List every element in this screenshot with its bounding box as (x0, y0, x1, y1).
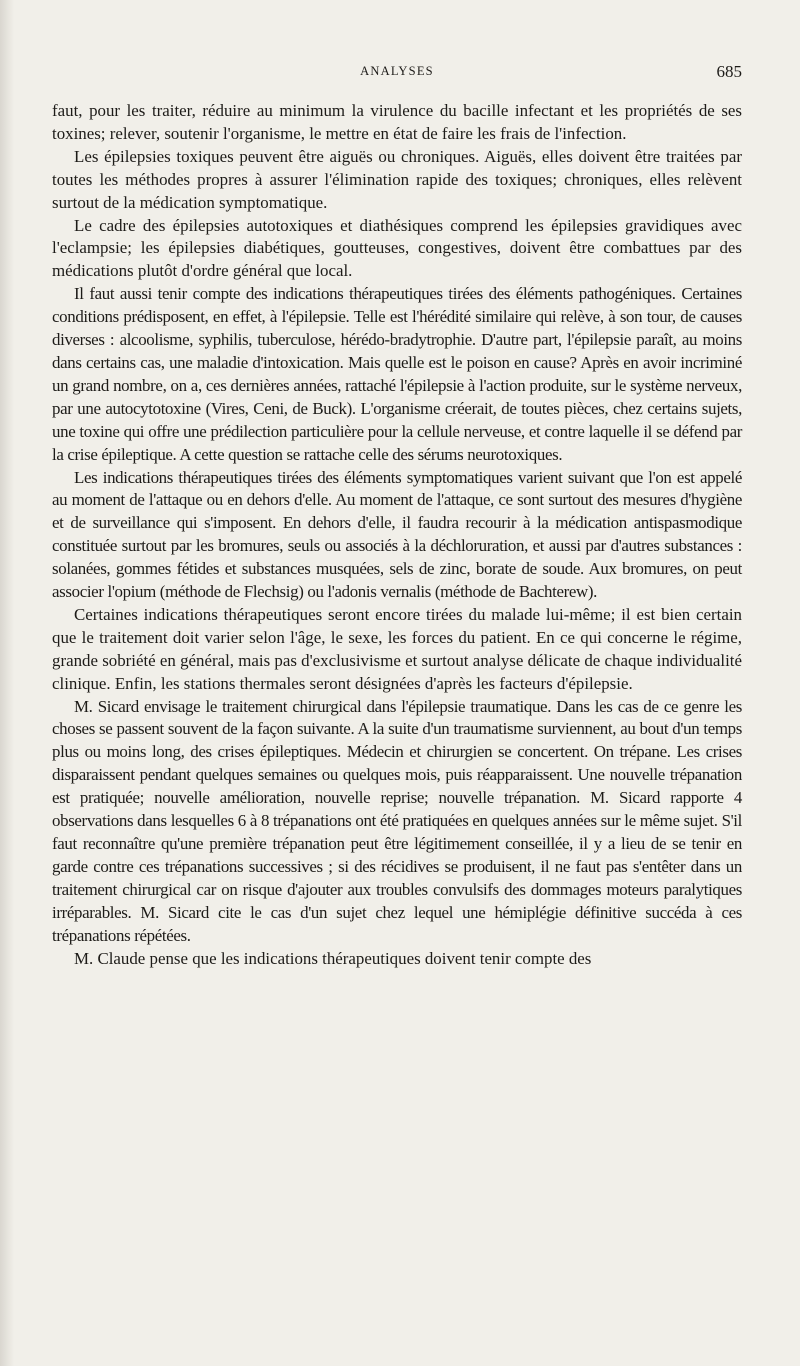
paragraph-5: Les indications thérapeutiques tirées des éléments symptomatiques varient suivant que l'on est appelé au moment de l'attaque ou en dehors d'elle. Au moment de l'attaque, ce sont surtout des mesures d'hygiène et de surveillance qui s'imposent. En dehors d'elle, il faudra recourir à la médication antispasmodique constituée surtout par les bromures, seuls ou associés à la déchloruration, et aussi par d'autres substances : solanées, gommes fétides et substances musquées, sels de zinc, borate de soude. Aux bromures, on peut associer l'opium (méthode de Flechsig) ou l'adonis vernalis (méthode de Bachterew). (52, 467, 742, 602)
page-header (52, 64, 742, 86)
paragraph-4: Il faut aussi tenir compte des indications thérapeutiques tirées des éléments pathogéniques. Certaines conditions prédisposent, en effet, à l'épilepsie. Telle est l'hérédité similaire qui relève, à son tour, de causes diverses : alcoolisme, syphilis, tuberculose, hérédo-bradytrophie. D'autre part, l'épilepsie paraît, au moins dans certains cas, une maladie d'intoxication. Mais quelle est le poison en cause? Après en avoir incriminé un grand nombre, on a, ces dernières années, rattaché l'épilepsie à l'action produite, sur le système nerveux, par une autocytotoxine (Vires, Ceni, de Buck). L'organisme créerait, de toutes pièces, chez certains sujets, une toxine qui offre une prédilection particulière pour la cellule nerveuse, et contre laquelle il se défend par la crise épileptique. A cette question se rattache celle des sérums neurotoxiques. (52, 284, 742, 464)
paragraph-2: Les épilepsies toxiques peuvent être aiguës ou chroniques. Aiguës, elles doivent être traitées par toutes les méthodes propres à assurer l'élimination rapide des toxiques; chroniques, elles relèvent surtout de la médication symptomatique. (52, 146, 742, 212)
paragraph-6: Certaines indications thérapeutiques seront encore tirées du malade lui-même; il est bien certain que le traitement doit varier selon l'âge, le sexe, les forces du patient. En ce qui concerne le régime, grande sobriété en général, mais pas d'exclusivisme et surtout analyse délicate de chaque individualité clinique. Enfin, les stations thermales seront désignées d'après les facteurs d'épilepsie. (52, 604, 742, 693)
paragraph-3: Le cadre des épilepsies autotoxiques et diathésiques comprend les épilepsies gravidiques avec l'eclampsie; les épilepsies diabétiques, goutteuses, congestives, doivent être combattues par des médications plutôt d'ordre général que local. (52, 215, 742, 281)
paragraph-1: faut, pour les traiter, réduire au minimum la virulence du bacille infectant et les propriétés de ses toxines; relever, soutenir l'organisme, le mettre en état de faire les frais de l'infection. (52, 101, 742, 143)
paragraph-7: M. Sicard envisage le traitement chirurgical dans l'épilepsie traumatique. Dans les cas de ce genre les choses se passent souvent de la façon suivante. A la suite d'un traumatisme surviennent, au bout d'un temps plus ou moins long, des crises épileptiques. Médecin et chirurgien se concertent. On trépane. Les crises disparaissent pendant quelques semaines ou quelques mois, puis réapparaissent. Une nouvelle trépanation est pratiquée; nouvelle amélioration, nouvelle reprise; nouvelle trépanation. M. Sicard rapporte 4 observations dans lesquelles 6 à 8 trépanations ont été pratiquées en quelques années sur le même sujet. S'il faut reconnaître qu'une première trépanation peut être légitimement conseillée, il y a lieu de se tenir en garde contre ces trépanations successives ; si des récidives se produisent, il ne faut pas s'entêter dans un traitement chirurgical car on risque d'ajouter aux troubles convulsifs des dommages moteurs paralytiques irréparables. M. Sicard cite le cas d'un sujet chez lequel une hémiplégie définitive succéda à ces trépanations répétées. (52, 696, 742, 945)
page-number: 685 (716, 62, 742, 81)
paragraph-8: M. Claude pense que les indications thérapeutiques doivent tenir compte des (74, 948, 592, 968)
article-body (52, 100, 742, 970)
running-head: ANALYSES (360, 64, 434, 78)
